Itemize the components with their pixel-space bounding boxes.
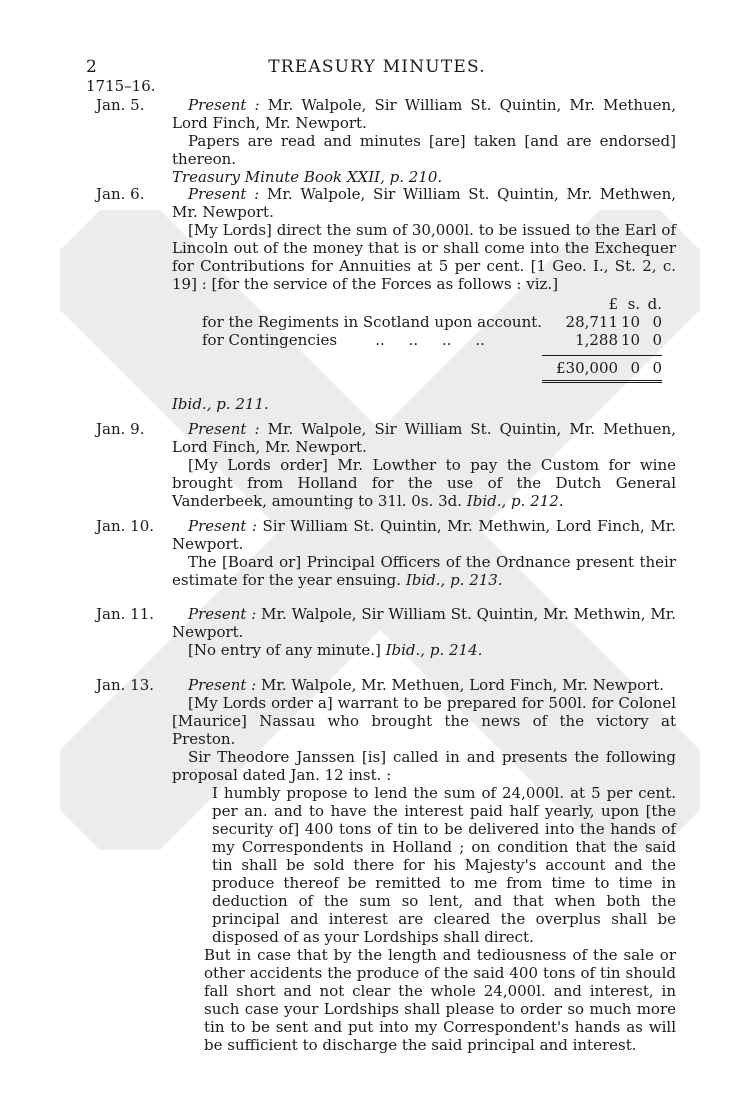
minute-text: The [Board or] Principal Officers of the Ordnance present their estimate for the year ensuing. <box>172 553 676 589</box>
present-label: Present : <box>188 605 257 623</box>
total-pounds: £30,000 <box>542 355 618 381</box>
quote-paragraph: But in case that by the length and tediousness of the sale or other accidents the produce of the said 400 tons of tin should fall short and not clear the whole 24,000l. and interest, in such case your Lordships shall please to order so much more tin to be sent and put into my Correspondent's hands as will be sufficient to discharge the said principal and interest. <box>204 946 676 1054</box>
page-number: 2 <box>86 57 97 77</box>
total-shillings: 0 <box>618 355 640 381</box>
entry-date: Jan. 6. <box>96 185 145 203</box>
minute-text-2: Sir Theodore Janssen [is] called in and presents the following proposal dated Jan. 12 inst. : <box>172 748 676 784</box>
present-names: Mr. Walpole, Sir William St. Quintin, Mr. Methuen, Lord Finch, Mr. Newport. <box>172 96 676 132</box>
present-label: Present : <box>188 185 260 203</box>
entry-date: Jan. 9. <box>96 420 145 438</box>
account-label: for the Regiments in Scotland upon account. <box>202 313 543 331</box>
source-reference: Ibid., p. 211. <box>172 394 269 413</box>
entry-date: Jan. 10. <box>96 517 155 535</box>
account-pounds: 28,711 <box>565 313 619 331</box>
minute-text: [My Lords order a] warrant to be prepared for 500l. for Colonel [Maurice] Nassau who brought the news of the victory at Preston. <box>172 694 676 748</box>
present-names: Mr. Walpole, Sir William St. Quintin, Mr. Methuen, Lord Finch, Mr. Newport. <box>172 420 676 456</box>
present-label: Present : <box>188 517 257 535</box>
source-reference: Ibid., p. 213. <box>405 571 503 589</box>
account-total-row <box>202 355 662 381</box>
account-row <box>202 313 662 331</box>
pence-header: d. <box>647 295 663 313</box>
pounds-header: £ <box>608 295 619 313</box>
minute-entry <box>86 517 676 589</box>
present-names: Sir William St. Quintin, Mr. Methwin, Lord Finch, Mr. Newport. <box>172 517 676 553</box>
minute-entry <box>86 96 676 186</box>
present-names: Mr. Walpole, Sir William St. Quintin, Mr. Methwen, Mr. Newport. <box>172 185 676 221</box>
entry-date: Jan. 5. <box>96 96 145 114</box>
account-label: for Contingencies .. .. .. .. <box>202 331 485 349</box>
minute-entry <box>86 420 676 510</box>
minute-text: [My Lords order] Mr. Lowther to pay the Custom for wine brought from Holland for the use of the Dutch General Vanderbeek, amounting to 31l. 0s. 3d. <box>172 456 676 510</box>
running-title: TREASURY MINUTES. <box>268 57 486 77</box>
entry-date: Jan. 13. <box>96 676 155 694</box>
minute-entry <box>86 676 676 1054</box>
shillings-header: s. <box>627 295 641 313</box>
source-reference: Treasury Minute Book XXII, p. 210. <box>172 168 443 186</box>
source-reference: Ibid., p. 212. <box>466 492 564 510</box>
present-label: Present : <box>188 676 257 694</box>
minute-entry <box>86 605 676 659</box>
year-marker: 1715–16. <box>86 77 156 95</box>
account-shillings: 10 <box>620 313 641 331</box>
present-label: Present : <box>188 420 260 438</box>
minute-text: [No entry of any minute.] <box>188 641 381 659</box>
proposal-quote <box>204 784 676 1054</box>
account-header-row <box>202 295 662 313</box>
account-pence: 0 <box>652 313 663 331</box>
entry-date: Jan. 11. <box>96 605 155 623</box>
present-label: Present : <box>188 96 260 114</box>
account-pounds: 1,288 <box>575 331 619 349</box>
minute-entry <box>86 185 676 413</box>
account-pence: 0 <box>652 331 663 349</box>
present-names: Mr. Walpole, Mr. Methuen, Lord Finch, Mr. Newport. <box>261 676 665 694</box>
quote-paragraph: I humbly propose to lend the sum of 24,000l. at 5 per cent. per an. and to have the interest paid half yearly, upon [the security of] 400 tons of tin to be delivered into the hands of my Correspondents in Holland ; on condition that the said tin shall be sold there for his Majesty's account and the produce thereof be remitted to me from time to time in deduction of the sum so lent, and that when both the principal and interest are cleared the overplus shall be disposed of as your Lordships shall direct. <box>212 784 676 946</box>
minute-text: [My Lords] direct the sum of 30,000l. to be issued to the Earl of Lincoln out of the money that is or shall come into the Exchequer for Contributions for Annuities at 5 per cent. [1 Geo. I., St. 2, c. 19] : [for the service of the Forces as follows : viz.] <box>172 221 676 293</box>
source-reference: Ibid., p. 214. <box>385 641 483 659</box>
account-table <box>202 295 662 383</box>
total-pence: 0 <box>640 355 662 381</box>
present-names: Mr. Walpole, Sir William St. Quintin, Mr. Methwin, Mr. Newport. <box>172 605 676 641</box>
minute-text: Papers are read and minutes [are] taken [and are endorsed] thereon. <box>172 132 676 168</box>
account-shillings: 10 <box>620 331 641 349</box>
account-row <box>202 331 662 349</box>
